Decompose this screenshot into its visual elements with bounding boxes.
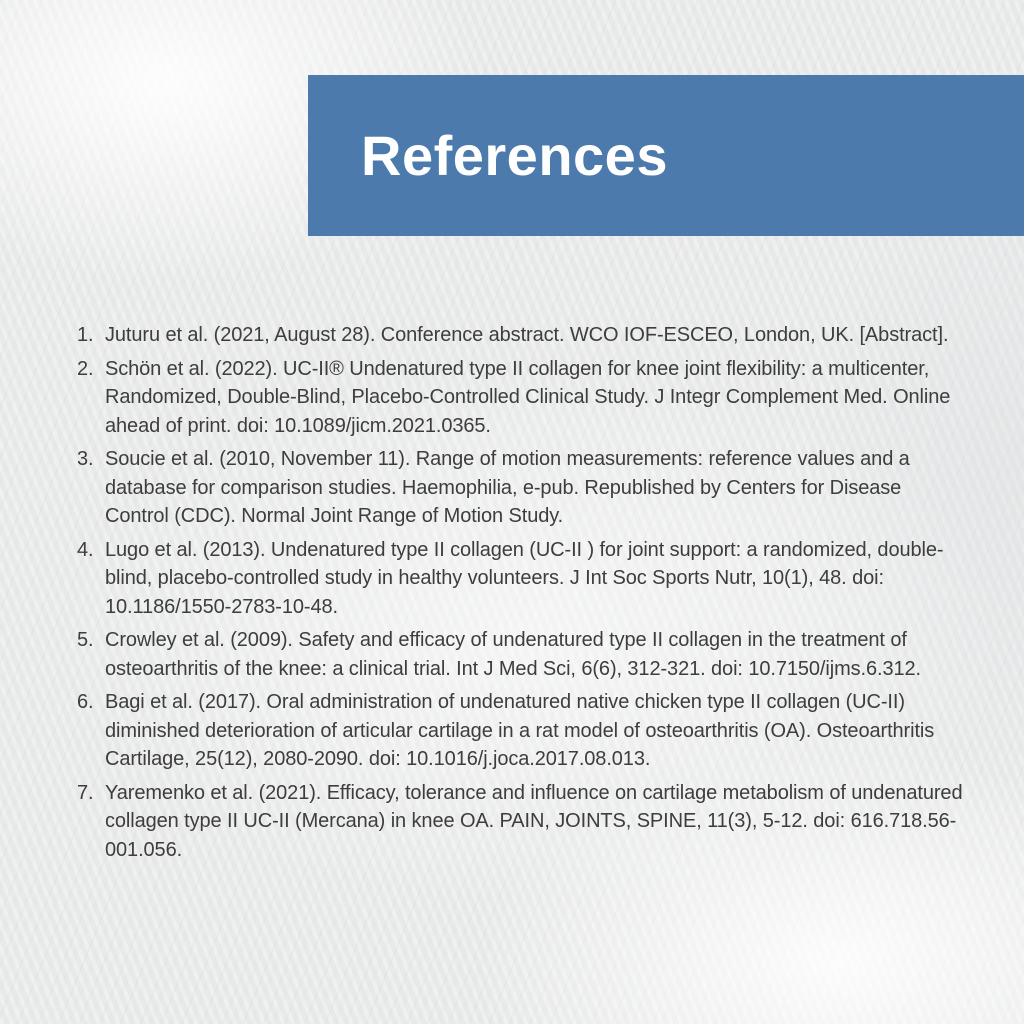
reference-number: 5.	[77, 629, 94, 651]
page-title: References	[361, 123, 668, 187]
reference-item	[77, 355, 969, 441]
reference-item	[77, 688, 969, 774]
reference-number: 7.	[77, 781, 94, 804]
reference-item	[77, 445, 969, 531]
reference-item	[77, 321, 969, 350]
reference-item	[77, 779, 969, 865]
reference-number: 2.	[77, 357, 94, 380]
reference-text: Crowley et al. (2009). Safety and efficacy of undenatured type II collagen in the treatment of osteoarthritis of the knee: a clinical trial. Int J Med Sci, 6(6), 312-321. doi: 10.7150/ijms.6.312.	[105, 629, 921, 680]
reference-text: Yaremenko et al. (2021). Efficacy, tolerance and influence on cartilage metabolism of undenatured collagen type II UC-II (Mercana) in knee OA. PAIN, JOINTS, SPINE, 11(3), 5-12. doi: 616.718.56-001.056.	[105, 781, 963, 861]
reference-number: 1.	[77, 324, 94, 346]
reference-text: Soucie et al. (2010, November 11). Range of motion measurements: reference values and a database for comparison studies. Haemophilia, e-pub. Republished by Centers for Disease Control (CDC). Normal Joint Range of Motion Study.	[105, 448, 910, 527]
reference-item	[77, 536, 969, 622]
header-banner	[308, 75, 1024, 236]
reference-number: 4.	[77, 538, 94, 561]
reference-number: 3.	[77, 448, 94, 470]
references-list	[77, 321, 969, 869]
reference-text: Juturu et al. (2021, August 28). Conference abstract. WCO IOF-ESCEO, London, UK. [Abstract].	[105, 324, 949, 346]
reference-text: Lugo et al. (2013). Undenatured type II collagen (UC-II ) for joint support: a randomized, double-blind, placebo-controlled study in healthy volunteers. J Int Soc Sports Nutr, 10(1), 48. doi: 10.1186/1550-2783-10-48.	[105, 538, 944, 618]
reference-item	[77, 626, 969, 683]
reference-text: Schön et al. (2022). UC-II® Undenatured type II collagen for knee joint flexibility: a multicenter, Randomized, Double-Blind, Placebo-Controlled Clinical Study. J Integr Complement Med. Online ahead of print. doi: 10.1089/jicm.2021.0365.	[105, 357, 951, 437]
reference-text: Bagi et al. (2017). Oral administration of undenatured native chicken type II collagen (UC-II) diminished deterioration of articular cartilage in a rat model of osteoarthritis (OA). Osteoarthritis Cartilage, 25(12), 2080-2090. doi: 10.1016/j.joca.2017.08.013.	[105, 691, 935, 770]
reference-number: 6.	[77, 691, 94, 713]
